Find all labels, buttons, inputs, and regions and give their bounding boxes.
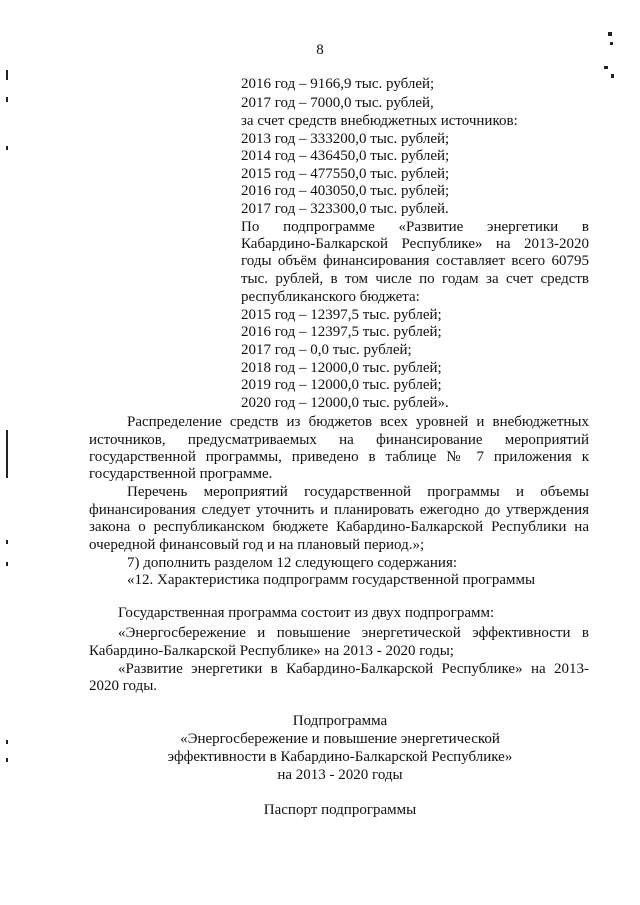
subprogram-2-line: 2020 годы. — [89, 678, 158, 694]
subprogram-para-line: тыс. рублей, в том числе по годам за счет средств — [241, 271, 589, 287]
budget-line: 2016 год – 9166,9 тыс. рублей; — [241, 76, 435, 92]
scan-mark — [6, 146, 8, 150]
distribution-para-line: государственной программе. — [89, 466, 273, 482]
republic-line: 2018 год – 12000,0 тыс. рублей; — [241, 360, 442, 376]
republic-line: 2017 год – 0,0 тыс. рублей; — [241, 342, 412, 358]
distribution-para-line: Распределение средств из бюджетов всех уровней и внебюджетных — [127, 414, 589, 430]
consists-line: Государственная программа состоит из двух подпрограмм: — [118, 605, 495, 621]
subprogram-para-line: республиканского бюджета: — [241, 289, 420, 305]
list-para-line: очередной финансовый год и на плановый период.»; — [89, 537, 425, 553]
subprogram-1-line: Кабардино-Балкарской Республике» на 2013 - 2020 годы; — [89, 643, 454, 659]
budget-line: 2017 год – 323300,0 тыс. рублей. — [241, 201, 449, 217]
scan-mark — [6, 740, 8, 744]
page-number: 8 — [316, 42, 324, 58]
scan-mark — [610, 42, 613, 45]
budget-line: 2015 год – 477550,0 тыс. рублей; — [241, 166, 450, 182]
heading-line: на 2013 - 2020 годы — [277, 767, 403, 783]
list-para-line: финансирования следует уточнить и планировать ежегодно до утверждения — [89, 502, 589, 518]
scan-mark — [611, 74, 614, 78]
list-para-line: Перечень мероприятий государственной программы и объемы — [127, 484, 589, 500]
scan-mark — [6, 540, 8, 544]
subprogram-1-line: «Энергосбережение и повышение энергетической эффективности в — [118, 625, 589, 641]
scan-mark — [608, 32, 612, 36]
republic-line: 2016 год – 12397,5 тыс. рублей; — [241, 324, 442, 340]
distribution-para-line: государственной программы, приведено в таблице № 7 приложения к — [89, 449, 589, 465]
subprogram-2-line: «Развитие энергетики в Кабардино-Балкарской Республике» на 2013- — [118, 661, 589, 677]
scan-mark — [6, 70, 8, 80]
republic-line: 2019 год – 12000,0 тыс. рублей; — [241, 377, 442, 393]
scan-mark — [6, 97, 8, 102]
scan-mark — [6, 430, 8, 478]
extrabudget-intro: за счет средств внебюджетных источников: — [241, 113, 518, 129]
heading-line: Подпрограмма — [292, 713, 388, 729]
heading-line: «Энергосбережение и повышение энергетической — [180, 731, 500, 747]
budget-line: 2013 год – 333200,0 тыс. рублей; — [241, 131, 450, 147]
heading-line: эффективности в Кабардино-Балкарской Республике» — [167, 749, 513, 765]
item-7: 7) дополнить разделом 12 следующего содержания: — [127, 555, 458, 571]
scan-mark — [6, 562, 8, 566]
budget-line: 2017 год – 7000,0 тыс. рублей, — [241, 95, 434, 111]
subprogram-para-line: Кабардино-Балкарской Республике» на 2013-2020 — [241, 236, 589, 252]
passport-heading: Паспорт подпрограммы — [263, 802, 417, 818]
subprogram-para-line: По подпрограмме «Развитие энергетики в — [241, 219, 589, 235]
section-12-title: «12. Характеристика подпрограмм государственной программы — [127, 572, 536, 588]
list-para-line: закона о республиканском бюджете Кабардино-Балкарской Республики на — [89, 519, 589, 535]
distribution-para-line: источников, предусматриваемых на финансирование мероприятий — [89, 432, 589, 448]
subprogram-para-line: годы объём финансирования составляет всего 60795 — [241, 253, 589, 269]
budget-line: 2016 год – 403050,0 тыс. рублей; — [241, 183, 450, 199]
budget-line: 2014 год – 436450,0 тыс. рублей; — [241, 148, 450, 164]
republic-line: 2020 год – 12000,0 тыс. рублей». — [241, 395, 449, 411]
scan-mark — [604, 66, 608, 69]
scan-mark — [6, 758, 8, 762]
republic-line: 2015 год – 12397,5 тыс. рублей; — [241, 307, 442, 323]
